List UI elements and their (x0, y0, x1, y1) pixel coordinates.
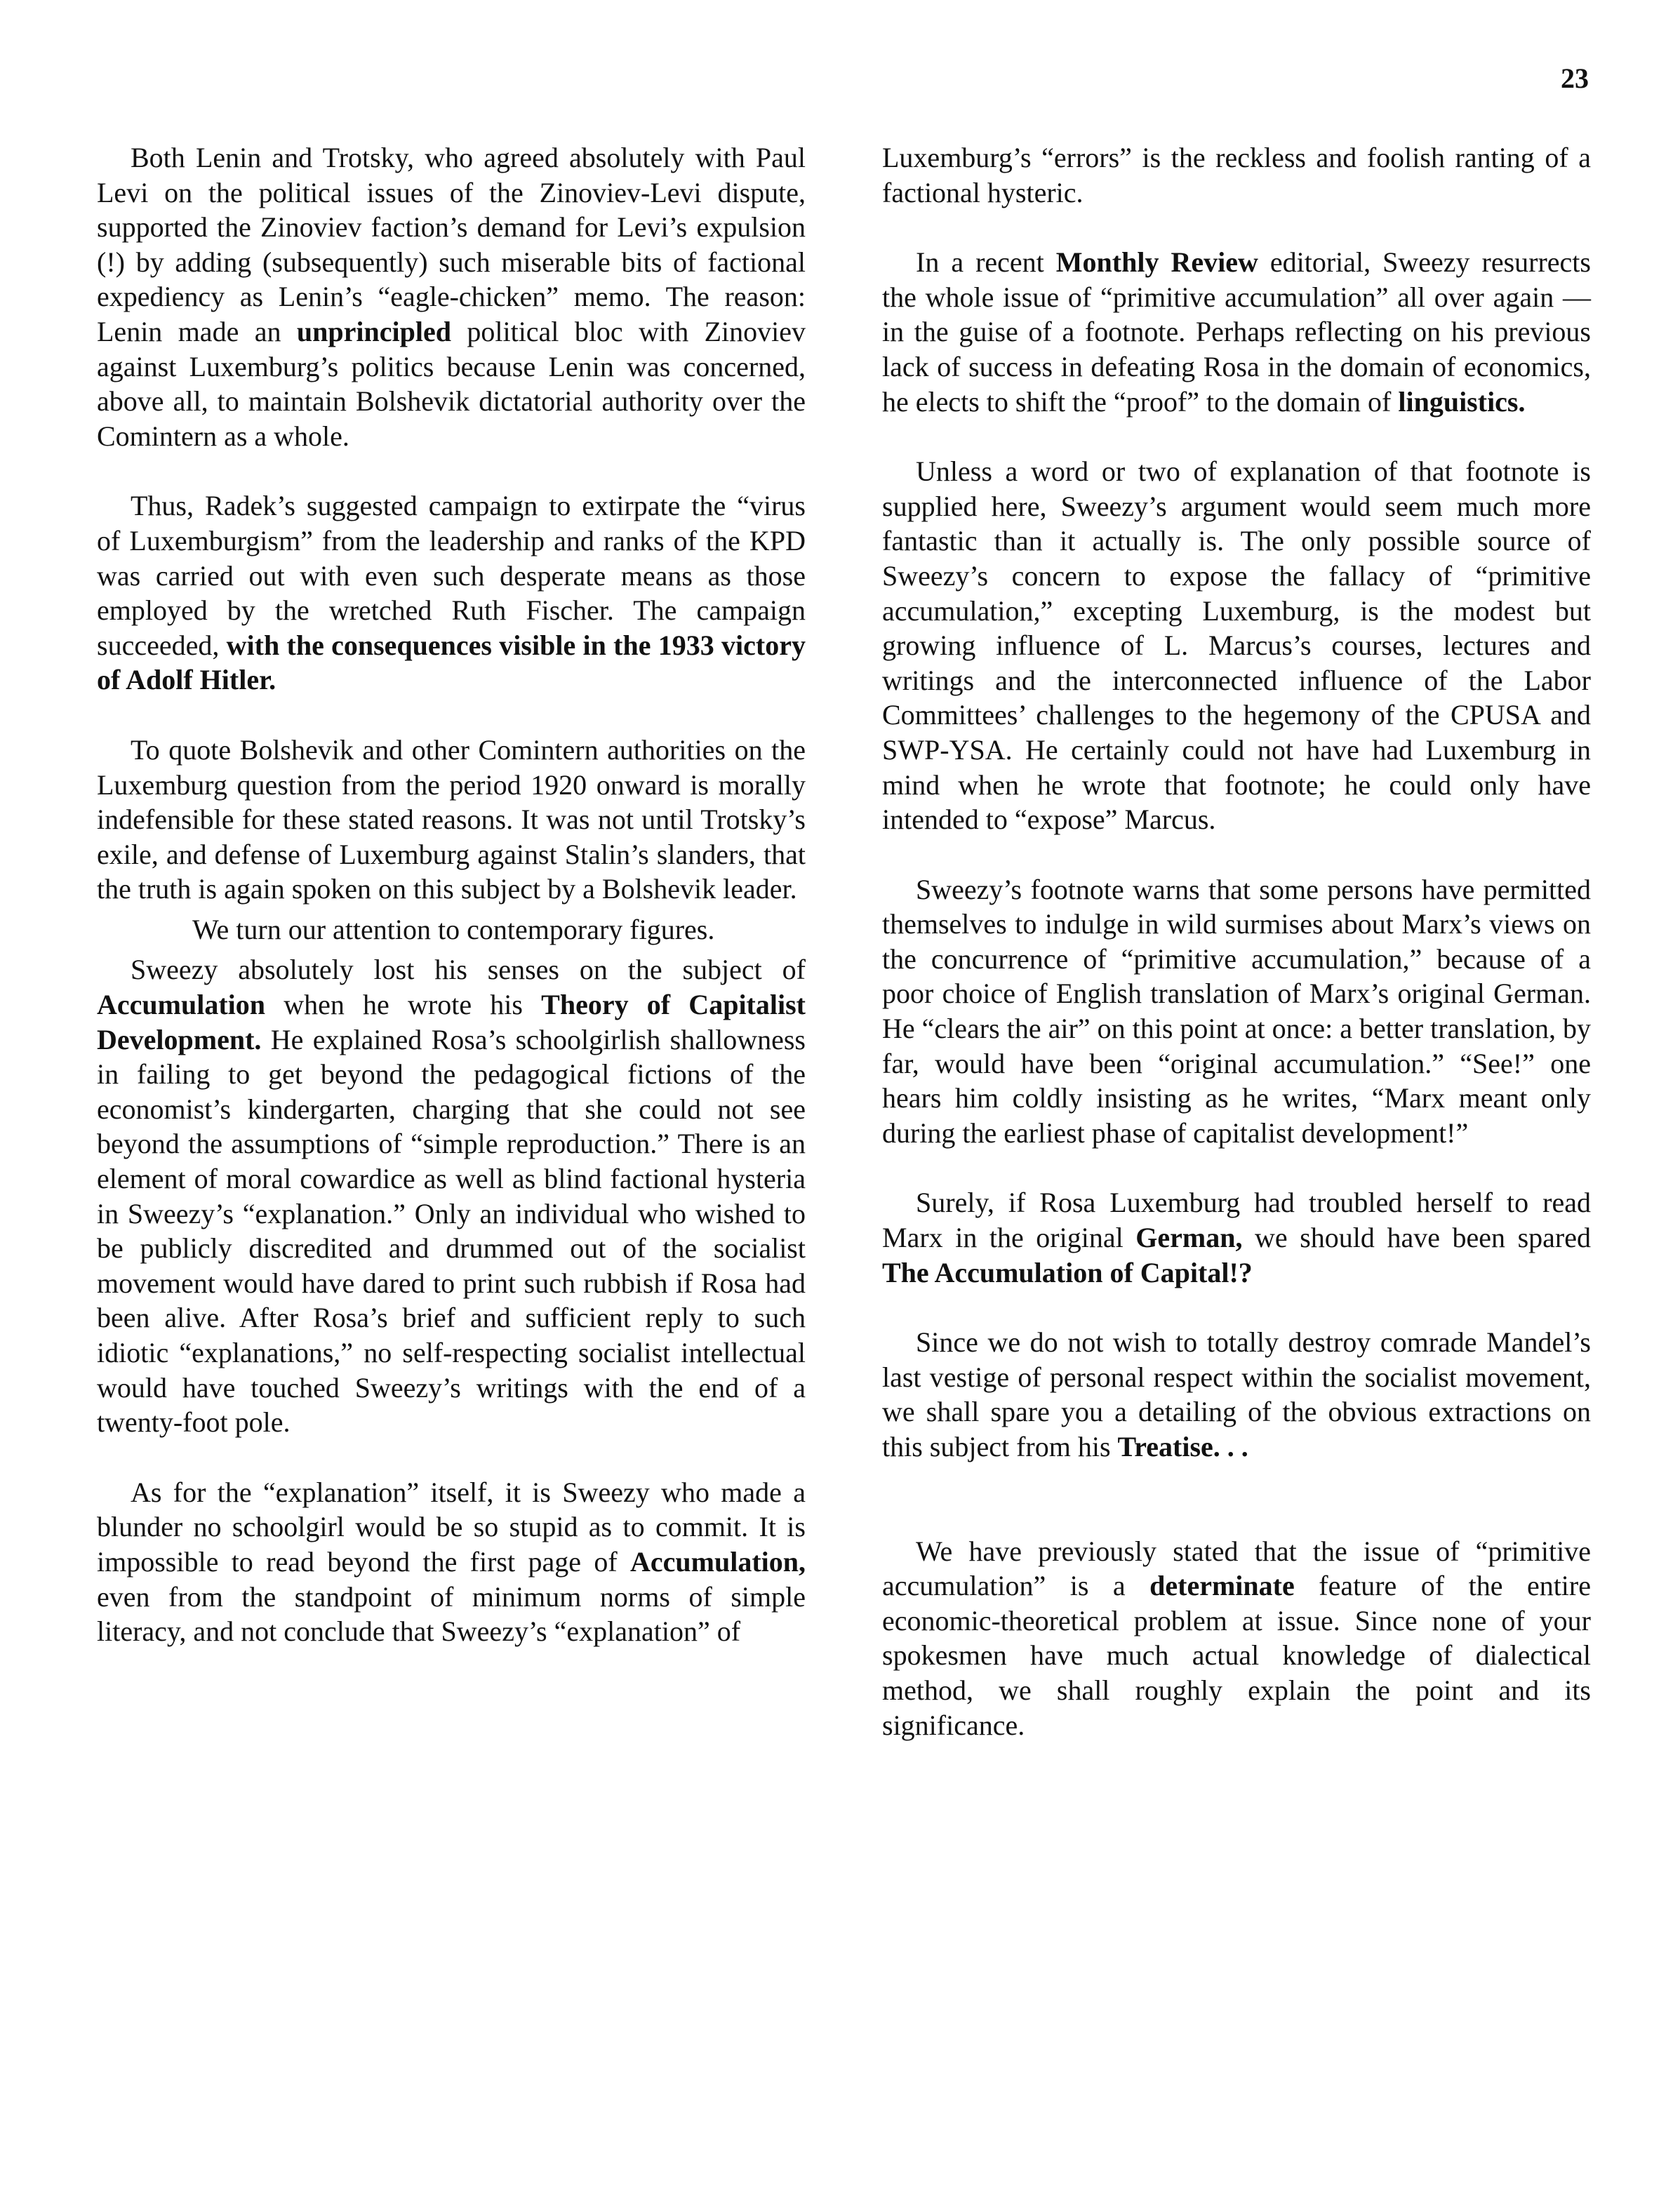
paragraph-spacer (97, 947, 806, 952)
paragraph-contemporary-figures (97, 912, 806, 947)
paragraph-spacer (97, 698, 806, 733)
paragraph-radek-campaign (97, 488, 806, 698)
text-run: To quote Bolshevik and other Comintern authorities on the Luxemburg question from the period 1920 onward is morally indefensible for these stated reasons. It was not until Trotsky’s exile, and defense of Luxemburg against Stalin’s slanders, that the truth is again spoken on this subject by a Bolshevik leader. (97, 733, 806, 905)
bold-text-run: The Accumulation of Capital!? (882, 1256, 1253, 1288)
paragraph-spacer (882, 1465, 1591, 1534)
bold-text-run: Treatise. . . (1117, 1431, 1248, 1462)
text-run: Unless a word or two of explanation of that footnote is supplied here, Sweezy’s argument would seem much more fantastic than it actually is. The only possible source of Sweezy’s concern to expose the fallacy of “primitive accumulation,” excepting Luxemburg, is the modest but growing influence of L. Marcus’s courses, lectures and writings and the interconnected influence of the Labor Committees’ challenges to the hegemony of the CPUSA and SWP-YSA. He certainly could not have had Luxemburg in mind when he wrote that footnote; he could only have intended to “expose” Marcus. (882, 455, 1591, 836)
paragraph-spacer (882, 837, 1591, 872)
text-run: Both Lenin and Trotsky, who agreed absolutely with Paul Levi on the political issues of the Zinoviev-Levi dispute, supported the Zinoviev faction’s demand for Levi’s expulsion (!) by adding (subsequently) such miserable bits of factional expediency as Lenin’s “eagle-chicken” memo. The reason: Lenin made an (97, 142, 806, 347)
paragraph-previously-stated (882, 1534, 1591, 1743)
paragraph-sweezy-senses (97, 952, 806, 1439)
bold-text-run: Theory of Capitalist Development. (97, 989, 806, 1055)
text-run: feature of the entire economic-theoretical problem at issue. Since none of your spokesmen have much actual knowledge of dialectical method, we shall roughly explain the point and its significance. (882, 1570, 1591, 1741)
paragraph-spacer (97, 907, 806, 912)
bold-text-run: Accumulation (97, 989, 265, 1021)
text-run: In a recent (916, 246, 1056, 279)
paragraph-spacer (97, 1440, 806, 1475)
text-run: Thus, Radek’s suggested campaign to extirpate the “virus of Luxemburgism” from the leadership and ranks of the KPD was carried out with even such desperate means as those employed by the wretched Ruth Fischer. The campaign succeeded, (97, 490, 806, 661)
text-run: Sweezy’s footnote warns that some persons have permitted themselves to indulge in wild surmises about Marx’s views on the concurrence of “primitive accumulation,” because of a poor choice of English translation of Marx’s original German. He “clears the air” on this point at once: a better translation, by far, would have been “original accumulation.” “See!” one hears him coldly insisting as he writes, “Marx meant only during the earliest phase of capitalist development!” (882, 873, 1591, 1149)
text-run: We turn our attention to contemporary figures. (192, 913, 715, 945)
paragraph-spacer (97, 453, 806, 488)
bold-text-run: with the consequences visible in the 1933 victory of Adolf Hitler. (97, 629, 806, 696)
text-run: He explained Rosa’s schoolgirlish shallowness in failing to get beyond the pedagogical fictions of the economist’s kindergarten, charging that she could not see beyond the assumptions of “simple reproduction.” There is an element of moral cowardice as well as blind factional hysteria in Sweezy’s “explanation.” Only an individual who wished to be publicly discredited and drummed out of the socialist movement would have dared to print such rubbish if Rosa had been alive. After Rosa’s brief and sufficient reply to such idiotic “explanations,” no self-respecting socialist intellectual would have touched Sweezy’s writings with the end of a twenty-foot pole. (97, 1023, 806, 1439)
text-run: even from the standpoint of minimum norms of simple literacy, and not conclude that Sweezy’s “explanation” of (97, 1580, 806, 1648)
bold-text-run: Accumulation, (630, 1545, 806, 1578)
paragraph-continued-errors (882, 140, 1591, 210)
paragraph-sweezy-footnote (882, 872, 1591, 1151)
paragraph-spacer (882, 1290, 1591, 1325)
bold-text-run: unprincipled (296, 315, 451, 347)
bold-text-run: determinate (1149, 1570, 1295, 1602)
paragraph-lenin-trotsky (97, 140, 806, 453)
paragraph-monthly-review (882, 245, 1591, 419)
paragraph-footnote-explanation (882, 454, 1591, 837)
paragraph-spacer (882, 419, 1591, 454)
paragraph-explanation-itself (97, 1475, 806, 1649)
bold-text-run: Monthly Review (1055, 246, 1258, 279)
page-number: 23 (1561, 62, 1589, 94)
bold-text-run: linguistics. (1398, 385, 1526, 418)
text-run: we should have been spared (1242, 1222, 1591, 1254)
paragraph-spacer (882, 210, 1591, 245)
text-run: editorial, Sweezy resurrects the whole issue of “primitive accumulation” all over again — in the guise of a footnote. Perhaps reflecting on his previous lack of success in defeating Rosa in the domain of economics, he elects to shift the “proof” to the domain of (882, 246, 1591, 418)
paragraph-surely-rosa (882, 1185, 1591, 1290)
paragraph-comintern-authorities (97, 733, 806, 907)
text-run: Sweezy absolutely lost his senses on the subject of (131, 954, 806, 986)
text-run: As for the “explanation” itself, it is Sweezy who made a blunder no schoolgirl would be so stupid as to commit. It is impossible to read beyond the first page of (97, 1476, 806, 1578)
right-column (882, 140, 1591, 1742)
text-run: Since we do not wish to totally destroy comrade Mandel’s last vestige of personal respect within the socialist movement, we shall spare you a detailing of the obvious extractions on this subject from his (882, 1326, 1591, 1462)
paragraph-spacer (882, 1150, 1591, 1185)
text-run: Luxemburg’s “errors” is the reckless and foolish ranting of a factional hysteric. (882, 142, 1591, 208)
text-run: Surely, if Rosa Luxemburg had troubled herself to read Marx in the original (882, 1187, 1591, 1254)
left-column (97, 140, 806, 1649)
text-run: when he wrote his (265, 989, 542, 1021)
text-run: political bloc with Zinoviev against Luxemburg’s politics because Lenin was concerned, above all, to maintain Bolshevik dictatorial authority over the Comintern as a whole. (97, 315, 806, 452)
bold-text-run: German, (1135, 1222, 1243, 1254)
text-run: We have previously stated that the issue of “primitive accumulation” is a (882, 1535, 1591, 1602)
paragraph-mandel (882, 1325, 1591, 1464)
